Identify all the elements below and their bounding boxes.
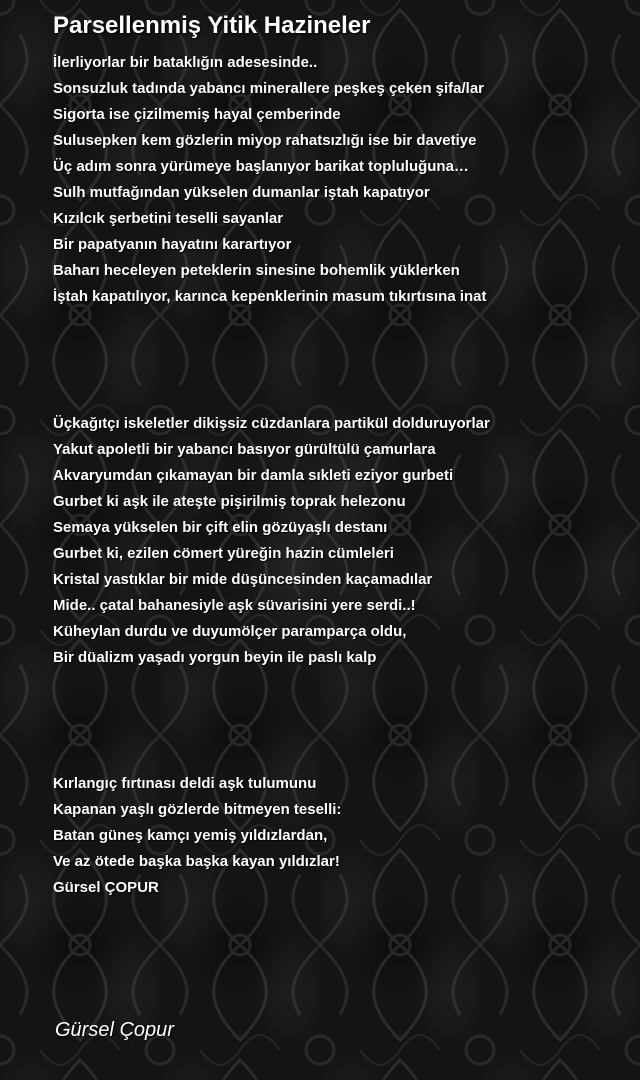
poem-line: Gurbet ki aşk ile ateşte pişirilmiş toprak helezonu xyxy=(53,493,406,510)
poem-line: Kırlangıç fırtınası deldi aşk tulumunu xyxy=(53,775,317,792)
poem-line: Bir papatyanın hayatını karartıyor xyxy=(53,236,292,253)
poem-line: Gurbet ki, ezilen cömert yüreğin hazin cümleleri xyxy=(53,545,394,562)
poem-line: İştah kapatılıyor, karınca kepenklerinin masum tıkırtısına inat xyxy=(53,288,487,305)
poem-line: Semaya yükselen bir çift elin gözüyaşlı destanı xyxy=(53,519,388,536)
poem-line: Kızılcık şerbetini teselli sayanlar xyxy=(53,210,284,227)
poem-title: Parsellenmiş Yitik Hazineler xyxy=(53,12,371,39)
poem-line: Baharı heceleyen peteklerin sinesine bohemlik yüklerken xyxy=(53,262,460,279)
poem-line: Üç adım sonra yürümeye başlanıyor barikat topluluğuna… xyxy=(53,158,469,175)
stanza-2 xyxy=(53,411,490,671)
poem-line: Sonsuzluk tadında yabancı minerallere peşkeş çeken şifa/lar xyxy=(53,80,485,97)
poem-line: Sulh mutfağından yükselen dumanlar iştah kapatıyor xyxy=(53,184,430,201)
poem-line: Üçkağıtçı iskeletler dikişsiz cüzdanlara partikül dolduruyorlar xyxy=(53,415,490,432)
poem-line: Akvaryumdan çıkamayan bir damla sıkleti eziyor gurbeti xyxy=(53,467,454,484)
poem-line: İlerliyorlar bir bataklığın adesesinde.. xyxy=(53,54,318,71)
poem-author-line: Gürsel ÇOPUR xyxy=(53,879,159,896)
poem-line: Yakut apoletli bir yabancı basıyor gürültülü çamurlara xyxy=(53,441,436,458)
poem-line: Kapanan yaşlı gözlerde bitmeyen teselli: xyxy=(53,801,342,818)
poem-line: Kristal yastıklar bir mide düşüncesinden kaçamadılar xyxy=(53,571,433,588)
poem-line: Batan güneş kamçı yemiş yıldızlardan, xyxy=(53,827,328,844)
poem-line: Bir düalizm yaşadı yorgun beyin ile paslı kalp xyxy=(53,649,377,666)
poem-line: Sulusepken kem gözlerin miyop rahatsızlığı ise bir davetiye xyxy=(53,132,477,149)
poem-line: Küheylan durdu ve duyumölçer paramparça oldu, xyxy=(53,623,407,640)
stanza-3 xyxy=(53,771,341,901)
poem-line: Ve az ötede başka başka kayan yıldızlar! xyxy=(53,853,340,870)
stanza-1 xyxy=(53,50,487,310)
poem-line: Sigorta ise çizilmemiş hayal çemberinde xyxy=(53,106,341,123)
poem-line: Mide.. çatal bahanesiyle aşk süvarisini yere serdi..! xyxy=(53,597,416,614)
author-signature: Gürsel Çopur xyxy=(55,1019,174,1041)
